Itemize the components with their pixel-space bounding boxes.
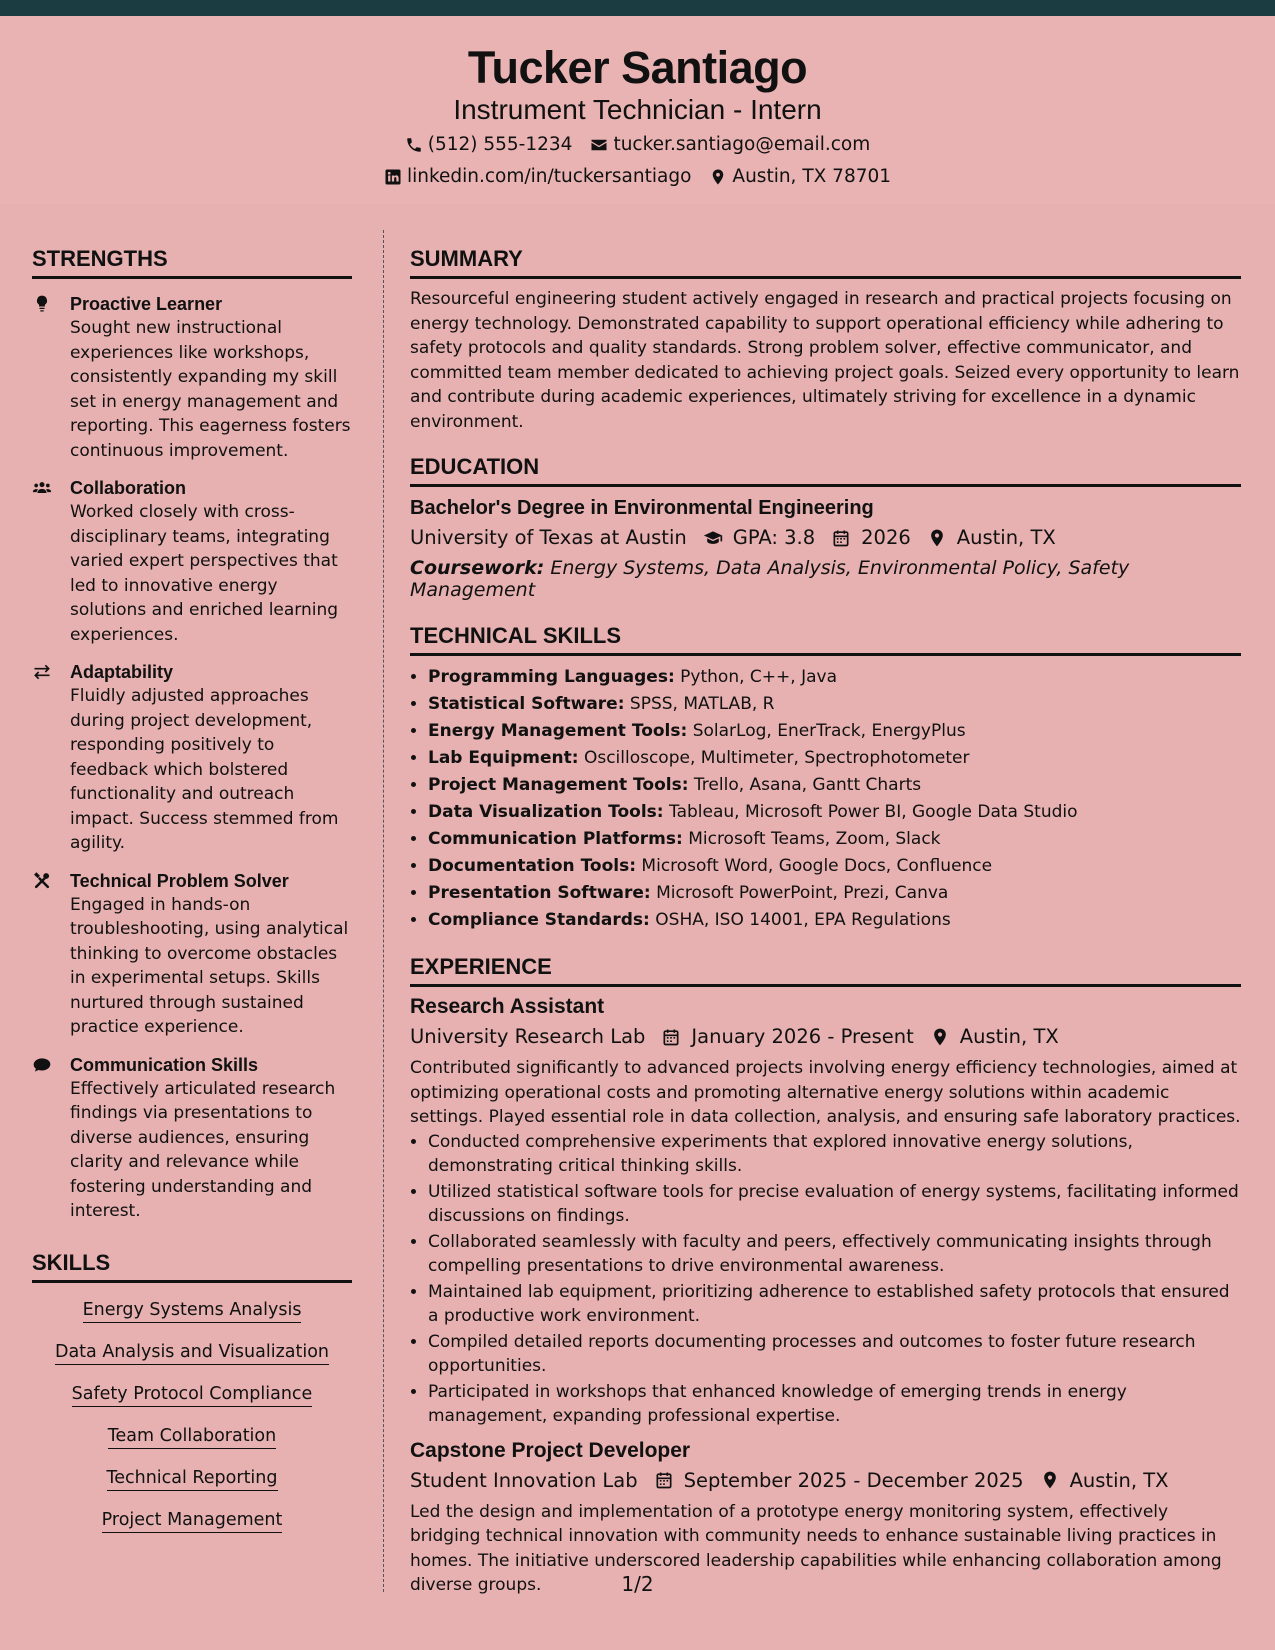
contact-row-2 bbox=[0, 166, 1275, 187]
skill-tag: Technical Reporting bbox=[107, 1465, 278, 1491]
strength-desc: Sought new instructional experiences like workshops, consistently expanding my skill set in energy management and reporting. This eagerness fosters continuous improvement. bbox=[70, 318, 351, 461]
phone-icon bbox=[405, 136, 423, 154]
lightbulb-icon bbox=[32, 294, 52, 314]
skill-value: Microsoft PowerPoint, Prezi, Canva bbox=[656, 883, 949, 903]
education-location: Austin, TX bbox=[956, 526, 1056, 549]
phone-contact bbox=[405, 134, 573, 155]
list-item bbox=[428, 718, 1241, 745]
skill-value: Microsoft Word, Google Docs, Confluence bbox=[641, 856, 993, 876]
gpa-text: GPA: 3.8 bbox=[732, 526, 816, 549]
exchange-icon bbox=[32, 662, 52, 682]
skill-label: Communication Platforms: bbox=[428, 829, 683, 849]
map-pin-icon bbox=[927, 528, 947, 548]
degree-title: Bachelor's Degree in Environmental Engineering bbox=[410, 497, 874, 519]
skill-value: Python, C++, Java bbox=[680, 667, 837, 687]
skill-value: SolarLog, EnerTrack, EnergyPlus bbox=[692, 721, 966, 741]
linkedin-icon bbox=[384, 168, 402, 186]
calendar-icon bbox=[661, 1027, 681, 1047]
strength-desc: Effectively articulated research findings via presentations to diverse audiences, ensuring clarity and relevance while fostering understanding and interest. bbox=[70, 1078, 336, 1221]
list-item bbox=[428, 772, 1241, 799]
list-item bbox=[428, 664, 1241, 691]
job-dates: September 2025 - December 2025 bbox=[683, 1468, 1024, 1492]
phone-text: (512) 555-1234 bbox=[427, 134, 573, 155]
linkedin-text[interactable]: linkedin.com/in/tuckersantiago bbox=[406, 166, 692, 187]
skill-label: Lab Equipment: bbox=[428, 748, 579, 768]
strength-title: Communication Skills bbox=[70, 1054, 259, 1075]
skill-value: Tableau, Microsoft Power BI, Google Data Studio bbox=[669, 802, 1078, 822]
skill-value: SPSS, MATLAB, R bbox=[629, 694, 775, 714]
left-column bbox=[32, 230, 352, 1543]
column-divider bbox=[383, 230, 384, 1592]
page-number: 1/2 bbox=[621, 1572, 654, 1596]
calendar-icon bbox=[831, 528, 851, 548]
coursework bbox=[410, 557, 1241, 601]
location-text: Austin, TX 78701 bbox=[732, 166, 892, 187]
job-dates: January 2026 - Present bbox=[691, 1025, 914, 1048]
email-contact[interactable] bbox=[590, 134, 870, 155]
skill-value: Microsoft Teams, Zoom, Slack bbox=[688, 829, 941, 849]
job-location: Austin, TX bbox=[959, 1025, 1059, 1048]
job-bullets bbox=[410, 1130, 1241, 1429]
strength-title: Collaboration bbox=[70, 478, 186, 498]
strength-item bbox=[32, 292, 352, 463]
map-pin-icon bbox=[1040, 1470, 1060, 1490]
strength-desc: Engaged in hands-on troubleshooting, using analytical thinking to overcome obstacles in experimental setups. Skills nurtured through sustained practice experience. bbox=[70, 894, 349, 1037]
skill-tag: Project Management bbox=[102, 1507, 283, 1533]
strength-item bbox=[32, 476, 352, 647]
list-item bbox=[428, 826, 1241, 853]
strength-item bbox=[32, 1053, 352, 1224]
job-entry bbox=[410, 995, 1241, 1429]
strength-item bbox=[32, 869, 352, 1040]
skill-label: Data Visualization Tools: bbox=[428, 802, 664, 822]
header bbox=[0, 16, 1275, 204]
job-location: Austin, TX bbox=[1069, 1468, 1169, 1492]
skill-label: Statistical Software: bbox=[428, 694, 625, 714]
contact-row-1 bbox=[0, 134, 1275, 155]
skill-tag: Team Collaboration bbox=[108, 1423, 276, 1449]
job-org: Student Innovation Lab bbox=[410, 1468, 638, 1492]
skill-value: OSHA, ISO 14001, EPA Regulations bbox=[655, 910, 951, 930]
tools-icon bbox=[32, 871, 52, 891]
comment-icon bbox=[32, 1055, 52, 1075]
job-org: University Research Lab bbox=[410, 1025, 646, 1048]
summary-heading: SUMMARY bbox=[410, 230, 1241, 279]
coursework-label: Coursework: bbox=[410, 557, 545, 579]
summary-text: Resourceful engineering student actively engaged in research and practical projects focusing on energy technology. Demonstrated capability to support operational efficiency while adhering to safety protocols and quality standards. Strong problem solver, effective communicator, and committed team member dedicated to achieving project goals. Seized every opportunity to learn and contribute during academic experiences, ultimately striving for excellence in a dynamic environment. bbox=[410, 289, 1240, 432]
list-item: • Conducted comprehensive experiments that explored innovative energy solutions, demonstrating critical thinking skills. bbox=[428, 1130, 1241, 1179]
job-role: Research Assistant bbox=[410, 995, 605, 1018]
technical-skills-list bbox=[410, 664, 1241, 934]
skill-value: Trello, Asana, Gantt Charts bbox=[693, 775, 922, 795]
job-meta bbox=[410, 1469, 1241, 1492]
strength-title: Technical Problem Solver bbox=[70, 870, 289, 891]
list-item bbox=[428, 907, 1241, 934]
users-icon bbox=[32, 478, 52, 498]
strength-desc: Fluidly adjusted approaches during project development, responding positively to feedback which bolstered functionality and outreach impact. Success stemmed from agility. bbox=[70, 686, 339, 853]
list-item: • Collaborated seamlessly with faculty and peers, effectively communicating insights through compelling presentations to drive environmental awareness. bbox=[428, 1230, 1241, 1279]
coursework-list: Energy Systems, Data Analysis, Environmental Policy, Safety Management bbox=[410, 557, 1130, 601]
strength-title: Proactive Learner bbox=[70, 294, 223, 314]
list-item bbox=[428, 799, 1241, 826]
job-description: Contributed significantly to advanced projects involving energy efficiency technologies, aimed at optimizing operational costs and promoting alternative energy solutions within academic settings. Played essential role in data collection, analysis, and ensuring safe laboratory practices. bbox=[410, 1058, 1241, 1127]
list-item: • Maintained lab equipment, prioritizing adherence to established safety protocols that ensured a productive work environment. bbox=[428, 1280, 1241, 1329]
map-pin-icon bbox=[930, 1027, 950, 1047]
skills-list bbox=[32, 1291, 352, 1543]
education-meta bbox=[410, 526, 1241, 549]
list-item bbox=[428, 745, 1241, 772]
job-description: Led the design and implementation of a prototype energy monitoring system, effectively bridging technical innovation with community needs to enhance sustainable living practices in homes. The initiative underscored leadership capabilities while enhancing collaboration among diverse groups. bbox=[410, 1501, 1222, 1595]
skill-value: Oscilloscope, Multimeter, Spectrophotometer bbox=[583, 748, 970, 768]
skill-label: Programming Languages: bbox=[428, 667, 675, 687]
strength-item bbox=[32, 660, 352, 856]
skill-label: Documentation Tools: bbox=[428, 856, 637, 876]
skill-label: Energy Management Tools: bbox=[428, 721, 688, 741]
list-item: • Utilized statistical software tools for precise evaluation of energy systems, facilitating informed discussions on findings. bbox=[428, 1180, 1241, 1229]
graduation-cap-icon bbox=[703, 528, 723, 548]
job-meta bbox=[410, 1025, 1241, 1048]
experience-heading: EXPERIENCE bbox=[410, 938, 1241, 987]
list-item bbox=[428, 880, 1241, 907]
school-name: University of Texas at Austin bbox=[410, 526, 687, 549]
skill-tag: Safety Protocol Compliance bbox=[72, 1381, 313, 1407]
job-title: Instrument Technician - Intern bbox=[453, 94, 822, 125]
list-item: • Compiled detailed reports documenting processes and outcomes to foster future research opportunities. bbox=[428, 1330, 1241, 1379]
list-item bbox=[428, 691, 1241, 718]
skill-label: Compliance Standards: bbox=[428, 910, 650, 930]
strength-title: Adaptability bbox=[70, 662, 174, 682]
strengths-heading: STRENGTHS bbox=[32, 230, 352, 279]
list-item: • Participated in workshops that enhanced knowledge of emerging trends in energy management, expanding professional expertise. bbox=[428, 1380, 1241, 1429]
skill-label: Presentation Software: bbox=[428, 883, 651, 903]
graduation-year: 2026 bbox=[861, 526, 911, 549]
linkedin-contact[interactable] bbox=[384, 166, 691, 187]
right-column bbox=[410, 230, 1241, 1598]
job-role: Capstone Project Developer bbox=[410, 1438, 691, 1462]
skill-tag: Energy Systems Analysis bbox=[83, 1297, 302, 1323]
skill-label: Project Management Tools: bbox=[428, 775, 689, 795]
technical-skills-heading: TECHNICAL SKILLS bbox=[410, 607, 1241, 656]
candidate-name: Tucker Santiago bbox=[467, 42, 808, 93]
skills-heading: SKILLS bbox=[32, 1234, 352, 1283]
skill-tag: Data Analysis and Visualization bbox=[55, 1339, 329, 1365]
location-contact bbox=[709, 166, 891, 187]
list-item bbox=[428, 853, 1241, 880]
envelope-icon bbox=[590, 136, 608, 154]
top-bar bbox=[0, 0, 1275, 16]
map-pin-icon bbox=[709, 168, 727, 186]
education-heading: EDUCATION bbox=[410, 438, 1241, 487]
email-text[interactable]: tucker.santiago@email.com bbox=[613, 134, 871, 155]
strength-desc: Worked closely with cross-disciplinary teams, integrating varied expert perspectives that led to innovative energy solutions and enriched learning experiences. bbox=[70, 502, 339, 645]
calendar-icon bbox=[654, 1470, 674, 1490]
